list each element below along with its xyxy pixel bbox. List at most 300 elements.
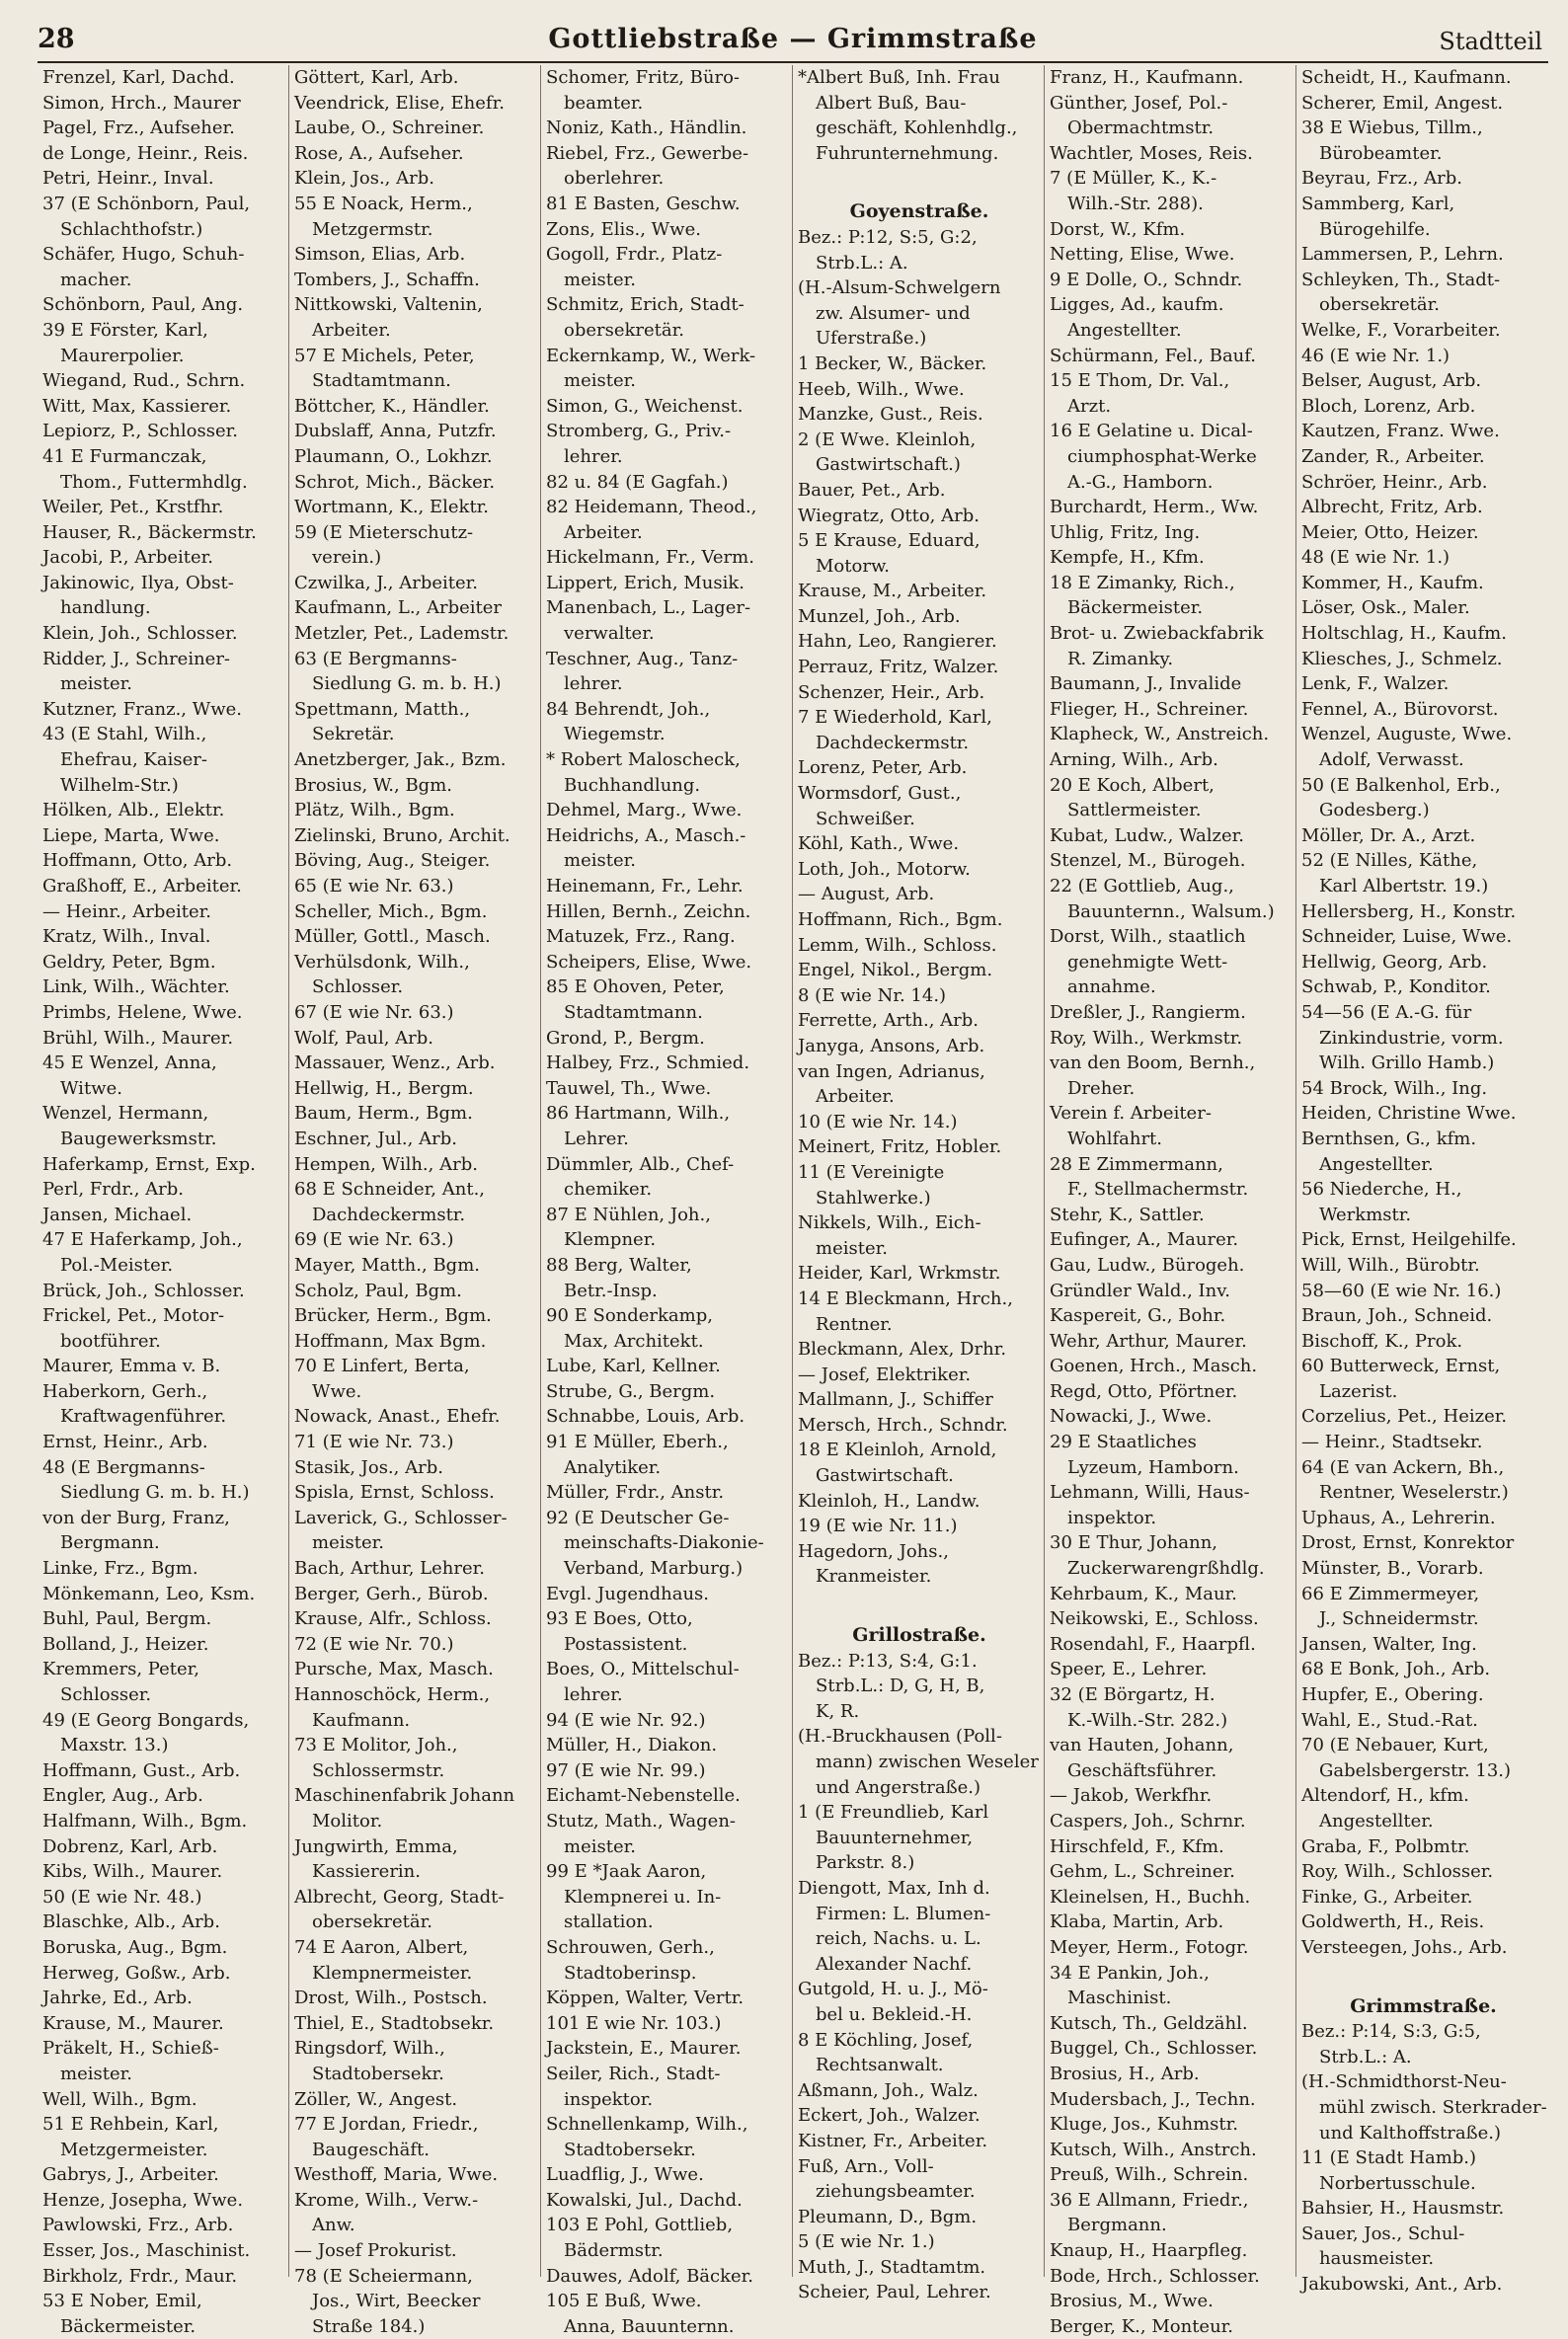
directory-entry: Regd, Otto, Pförtner. (1050, 1380, 1238, 1402)
directory-entry: 49 (E Georg Bongards, (42, 1709, 250, 1731)
directory-entry: 10 (E wie Nr. 14.) (798, 1111, 958, 1132)
directory-entry: Maschinenfabrik Johann (294, 1785, 515, 1807)
entry-continuation: Strb.L.: A. (816, 252, 908, 273)
directory-entry: 70 E Linfert, Berta, (294, 1356, 470, 1377)
directory-entry: Stromberg, G., Priv.- (546, 421, 732, 442)
entry-continuation: Pol.-Meister. (60, 1254, 174, 1276)
column-2 (289, 65, 541, 2337)
entry-continuation: zw. Alsumer- und (816, 302, 971, 324)
directory-entry: Hannoschöck, Herm., (294, 1684, 491, 1705)
directory-entry: Strube, G., Bergm. (546, 1380, 716, 1402)
directory-entry: 50 (E wie Nr. 48.) (42, 1886, 202, 1908)
directory-entry: Brot- u. Zwiebackfabrik (1050, 623, 1264, 645)
entry-continuation: Wilh. Grillo Hamb.) (1319, 1053, 1495, 1074)
directory-entry: Schneider, Luise, Wwe. (1301, 926, 1513, 948)
directory-entry: Nowack, Anast., Ehefr. (294, 1406, 501, 1428)
directory-entry: Nittkowski, Valtenin, (294, 294, 483, 316)
directory-entry: Muth, J., Stadtamtm. (798, 2256, 986, 2278)
directory-entry: Ferrette, Arth., Arb. (798, 1010, 980, 1032)
directory-entry: 9 E Dolle, O., Schndr. (1050, 269, 1243, 290)
directory-entry: Hempen, Wilh., Arb. (294, 1153, 478, 1175)
directory-entry: Eckernkamp, W., Werk- (546, 345, 756, 366)
directory-entry: Hellwig, H., Bergm. (294, 1077, 474, 1099)
directory-entry: 38 E Wiebus, Tillm., (1301, 117, 1483, 139)
entry-continuation: Witwe. (60, 1077, 122, 1099)
directory-entry: 60 Butterweck, Ernst, (1301, 1356, 1501, 1377)
directory-entry: 29 E Staatliches (1050, 1432, 1197, 1453)
directory-entry: Eufinger, A., Maurer. (1050, 1229, 1239, 1251)
directory-entry: 19 (E wie Nr. 11.) (798, 1516, 958, 1537)
entry-continuation: reich, Nachs. u. L. (816, 1928, 981, 1950)
spacer (1301, 1961, 1545, 1983)
directory-entry: Bernthsen, G., kfm. (1301, 1128, 1477, 1149)
directory-entry: Pawlowski, Frz., Arb. (42, 2215, 234, 2236)
directory-entry: Dorst, W., Kfm. (1050, 218, 1186, 240)
directory-entry: Hillen, Bernh., Zeichn. (546, 900, 751, 922)
directory-entry: Boruska, Aug., Bgm. (42, 1936, 228, 1958)
directory-entry: Veendrick, Elise, Ehefr. (294, 92, 505, 114)
entry-continuation: verwalter. (564, 623, 655, 645)
directory-entry: Kremmers, Peter, (42, 1659, 199, 1680)
directory-entry: Uphaus, A., Lehrerin. (1301, 1507, 1496, 1528)
directory-entry: Möller, Dr. A., Arzt. (1301, 824, 1476, 846)
directory-entry: Rosendahl, F., Haarpfl. (1050, 1633, 1256, 1655)
entry-continuation: Kranmeister. (816, 1566, 932, 1588)
entry-continuation: lehrer. (564, 673, 623, 695)
directory-entry: Haferkamp, Ernst, Exp. (42, 1153, 256, 1175)
entry-continuation: hausmeister. (1319, 2248, 1435, 2270)
directory-entry: Scheidt, H., Kaufmann. (1301, 67, 1512, 88)
directory-entry: Boes, O., Mittelschul- (546, 1659, 740, 1680)
entry-continuation: annahme. (1067, 976, 1156, 998)
directory-entry: Fuß, Arn., Voll- (798, 2155, 934, 2177)
entry-continuation: K.-Wilh.-Str. 282.) (1067, 1709, 1228, 1731)
entry-continuation: Thom., Futtermhdlg. (60, 471, 248, 493)
directory-entry: Münster, B., Vorarb. (1301, 1558, 1484, 1580)
directory-entry: Gehm, L., Schreiner. (1050, 1861, 1235, 1883)
entry-continuation: Gastwirtschaft. (816, 1465, 954, 1487)
street-heading: Grimmstraße. (1350, 1994, 1497, 2017)
directory-entry: 69 (E wie Nr. 63.) (294, 1229, 454, 1251)
directory-entry: Dehmel, Marg., Wwe. (546, 800, 743, 821)
directory-entry: 5 (E wie Nr. 1.) (798, 2231, 935, 2253)
directory-entry: Caspers, Joh., Schrnr. (1050, 1810, 1246, 1832)
directory-entry: 46 (E wie Nr. 1.) (1301, 345, 1450, 366)
directory-entry: 56 Niederche, H., (1301, 1179, 1462, 1201)
entry-continuation: Stadtoberinsp. (564, 1962, 697, 1984)
directory-entry: Massauer, Wenz., Arb. (294, 1053, 496, 1074)
directory-entry: Rose, A., Aufseher. (294, 142, 464, 164)
entry-continuation: Karl Albertstr. 19.) (1319, 876, 1489, 897)
entry-continuation: Molitor. (312, 1810, 383, 1832)
directory-entry: 66 E Zimmermeyer, (1301, 1583, 1480, 1604)
directory-entry: Laube, O., Schreiner. (294, 117, 485, 139)
directory-entry: Brosius, W., Bgm. (294, 774, 452, 796)
directory-entry: Janyga, Ansons, Arb. (798, 1035, 985, 1056)
directory-entry: 54 Brock, Wilh., Ing. (1301, 1077, 1488, 1099)
directory-entry: 8 (E wie Nr. 14.) (798, 984, 947, 1006)
entry-continuation: genehmigte Wett- (1067, 951, 1228, 973)
directory-entry: Heidrichs, A., Masch.- (546, 824, 746, 846)
entry-continuation: meister. (564, 1835, 636, 1857)
directory-entry: Plätz, Wilh., Bgm. (294, 800, 455, 821)
directory-entry: 18 E Kleinloh, Arnold, (798, 1440, 997, 1461)
directory-entry: Jakubowski, Ant., Arb. (1301, 2274, 1503, 2296)
directory-entry: Altendorf, H., kfm. (1301, 1785, 1469, 1807)
directory-entry: Klaba, Martin, Arb. (1050, 1911, 1224, 1933)
directory-entry: van Hauten, Johann, (1050, 1735, 1234, 1756)
directory-entry: Graßhoff, E., Arbeiter. (42, 876, 242, 897)
directory-entry: Kutzner, Franz., Wwe. (42, 698, 243, 720)
directory-entry: Munzel, Joh., Arb. (798, 605, 961, 627)
directory-entry: Braun, Joh., Schneid. (1301, 1305, 1493, 1327)
directory-entry: Buhl, Paul, Bergm. (42, 1608, 212, 1630)
directory-entry: Mersch, Hrch., Schndr. (798, 1414, 1008, 1436)
entry-continuation: Strb.L.: A. (1319, 2046, 1412, 2067)
directory-entry: Bahsier, H., Hausmstr. (1301, 2198, 1505, 2220)
directory-entry: Graba, F., Polbmtr. (1301, 1835, 1470, 1857)
directory-entry: Gabrys, J., Arbeiter. (42, 2164, 219, 2186)
entry-continuation: Norbertusschule. (1319, 2172, 1476, 2194)
directory-entry: Eschner, Jul., Arb. (294, 1128, 457, 1149)
directory-entry: 103 E Pohl, Gottlieb, (546, 2215, 734, 2236)
directory-entry: Schmitz, Erich, Stadt- (546, 294, 745, 316)
directory-entry: Günther, Josef, Pol.- (1050, 92, 1228, 114)
directory-entry: Henze, Josepha, Wwe. (42, 2189, 244, 2211)
directory-entry: Hoffmann, Gust., Arb. (42, 1759, 241, 1781)
directory-entry: Anetzberger, Jak., Bzm. (294, 749, 507, 771)
directory-entry: Präkelt, H., Schieß- (42, 2038, 219, 2060)
directory-entry: Hupfer, E., Obering. (1301, 1684, 1484, 1705)
entry-continuation: ziehungsbeamter. (816, 2181, 976, 2203)
directory-entry: Tombers, J., Schaffn. (294, 269, 480, 290)
entry-continuation: Metzgermstr. (312, 218, 433, 240)
directory-entry: 11 (E Vereinigte (798, 1161, 945, 1183)
entry-continuation: meister. (816, 1237, 888, 1259)
entry-continuation: Dreher. (1067, 1077, 1136, 1099)
entry-continuation: Straße 184.) (312, 2315, 426, 2337)
directory-entry: 97 (E wie Nr. 99.) (546, 1759, 706, 1781)
directory-entry: Pursche, Max, Masch. (294, 1659, 494, 1680)
directory-entry: Baum, Herm., Bgm. (294, 1103, 473, 1125)
entry-continuation: meister. (564, 850, 636, 872)
directory-entry: Schomer, Fritz, Büro- (546, 67, 740, 88)
directory-entry: Engler, Aug., Arb. (42, 1785, 203, 1807)
directory-entry: Jacobi, P., Arbeiter. (42, 547, 213, 569)
entry-continuation: mühl zwisch. Sterkrader- (1319, 2096, 1547, 2118)
entry-continuation: inspektor. (1067, 1507, 1157, 1528)
entry-continuation: lehrer. (564, 445, 623, 467)
directory-entry: Wolf, Paul, Arb. (294, 1027, 434, 1049)
entry-continuation: Fuhrunternehmung. (816, 142, 999, 164)
directory-entry: Kratz, Wilh., Inval. (42, 926, 211, 948)
directory-entry: Pick, Ernst, Heilgehilfe. (1301, 1229, 1517, 1251)
directory-entry: 50 (E Balkenhol, Erb., (1301, 774, 1501, 796)
directory-entry: Zöller, W., Angest. (294, 2088, 458, 2110)
entry-continuation: Werkmstr. (1319, 1204, 1412, 1225)
entry-continuation: Angestellter. (1319, 1810, 1434, 1832)
directory-entry: Müller, H., Diakon. (546, 1735, 718, 1756)
entry-continuation: Schlossermstr. (312, 1759, 445, 1781)
spacer (798, 1590, 1041, 1611)
entry-continuation: Albert Buß, Bau- (816, 92, 967, 114)
directory-entry: 53 E Nober, Emil, (42, 2291, 202, 2312)
directory-entry: Hoffmann, Rich., Bgm. (798, 909, 1003, 930)
entry-continuation: Schlosser. (312, 976, 404, 998)
directory-entry: Dobrenz, Karl, Arb. (42, 1835, 218, 1857)
directory-entry: 58—60 (E wie Nr. 16.) (1301, 1280, 1502, 1301)
directory-entry: Engel, Nikol., Bergm. (798, 960, 993, 981)
directory-entry: Kutsch, Th., Geldzähl. (1050, 2012, 1248, 2034)
entry-continuation: chemiker. (564, 1179, 653, 1201)
entry-continuation: geschäft, Kohlenhdlg., (816, 117, 1018, 139)
directory-entry: Lippert, Erich, Musik. (546, 572, 745, 593)
spacer (798, 166, 1041, 188)
directory-entry: Ligges, Ad., kaufm. (1050, 294, 1224, 316)
entry-continuation: Arbeiter. (816, 1086, 895, 1108)
column-6 (1296, 65, 1548, 2296)
directory-entry: 59 (E Mieterschutz- (294, 521, 474, 543)
directory-entry: Müller, Frdr., Anstr. (546, 1482, 725, 1504)
directory-entry: Nikkels, Wilh., Eich- (798, 1212, 981, 1234)
directory-entry: Lenk, F., Walzer. (1301, 673, 1450, 695)
directory-entry: — Heinr., Stadtsekr. (1301, 1432, 1483, 1453)
directory-entry: 20 E Koch, Albert, (1050, 774, 1215, 796)
directory-entry: Schröer, Heinr., Arb. (1301, 471, 1488, 493)
directory-entry: (H.-Alsum-Schwelgern (798, 277, 1001, 299)
directory-entry: Bach, Arthur, Lehrer. (294, 1558, 485, 1580)
directory-entry: Klein, Jos., Arb. (294, 168, 434, 190)
entry-continuation: Arzt. (1067, 395, 1112, 417)
directory-entry: Dümmler, Alb., Chef- (546, 1153, 735, 1175)
directory-entry: Jahrke, Ed., Arb. (42, 1988, 193, 2009)
directory-entry: Lammersen, P., Lehrn. (1301, 244, 1504, 266)
entry-continuation: Bäckermeister. (60, 2315, 196, 2337)
directory-entry: Neikowski, E., Schloss. (1050, 1608, 1259, 1630)
directory-entry: Jungwirth, Emma, (294, 1835, 458, 1857)
entry-continuation: Wilh.-Str. 288). (1067, 193, 1204, 214)
directory-entry: Witt, Max, Kassierer. (42, 395, 232, 417)
entry-continuation: Klempnermeister. (312, 1962, 473, 1984)
directory-entry: Netting, Elise, Wwe. (1050, 244, 1235, 266)
entry-continuation: Lyzeum, Hamborn. (1067, 1456, 1239, 1478)
entry-continuation: Wwe. (312, 1380, 362, 1402)
entry-continuation: Adolf, Verwasst. (1319, 749, 1464, 771)
directory-entry: Kubat, Ludw., Walzer. (1050, 824, 1244, 846)
directory-entry: Kluge, Jos., Kuhmstr. (1050, 2114, 1238, 2136)
entry-continuation: Max, Architekt. (564, 1330, 704, 1352)
directory-entry: 68 E Bonk, Joh., Arb. (1301, 1659, 1491, 1680)
directory-columns (38, 65, 1548, 2337)
directory-entry: Scherer, Emil, Angest. (1301, 92, 1504, 114)
directory-entry: Spisla, Ernst, Schloss. (294, 1482, 495, 1504)
directory-entry: Schleyken, Th., Stadt- (1301, 269, 1501, 290)
directory-entry: 74 E Aaron, Albert, (294, 1936, 469, 1958)
directory-entry: 93 E Boes, Otto, (546, 1608, 693, 1630)
entry-continuation: Siedlung G. m. b. H.) (60, 1482, 250, 1504)
entry-continuation: Wohlfahrt. (1067, 1128, 1163, 1149)
directory-entry: Löser, Osk., Maler. (1301, 597, 1470, 619)
entry-continuation: Klempnerei u. In- (564, 1886, 722, 1908)
directory-entry: Hellersberg, H., Konstr. (1301, 900, 1517, 922)
entry-continuation: Bürobeamter. (1319, 142, 1443, 164)
directory-entry: Meier, Otto, Heizer. (1301, 521, 1479, 543)
entry-continuation: Maxstr. 13.) (60, 1735, 169, 1756)
directory-entry: Wenzel, Hermann, (42, 1103, 209, 1125)
entry-continuation: F., Stellmachermstr. (1067, 1179, 1249, 1201)
entry-continuation: Bürogehilfe. (1319, 218, 1431, 240)
directory-entry: Lube, Karl, Kellner. (546, 1356, 721, 1377)
directory-entry: 84 Behrendt, Joh., (546, 698, 711, 720)
directory-entry: Bode, Hrch., Schlosser. (1050, 2265, 1260, 2287)
directory-entry: — Heinr., Arbeiter. (42, 900, 211, 922)
directory-entry: 68 E Schneider, Ant., (294, 1179, 486, 1201)
directory-entry: Primbs, Helene, Wwe. (42, 1001, 243, 1023)
directory-entry: Well, Wilh., Bgm. (42, 2088, 197, 2110)
directory-entry: de Longe, Heinr., Reis. (42, 142, 249, 164)
directory-entry: 7 E Wiederhold, Karl, (798, 707, 992, 729)
directory-entry: Scheller, Mich., Bgm. (294, 900, 488, 922)
directory-entry: Jansen, Michael. (42, 1204, 193, 1225)
directory-entry: (H.-Bruckhausen (Poll- (798, 1726, 1002, 1748)
directory-entry: — August, Arb. (798, 884, 935, 905)
column-4 (793, 65, 1045, 2303)
directory-entry: Buggel, Ch., Schlosser. (1050, 2038, 1258, 2060)
directory-entry: Kaspereit, G., Bohr. (1050, 1305, 1226, 1327)
directory-entry: 48 (E wie Nr. 1.) (1301, 547, 1450, 569)
directory-entry: Pagel, Frz., Aufseher. (42, 117, 235, 139)
directory-entry: Bez.: P:14, S:3, G:5, (1301, 2021, 1481, 2043)
directory-entry: 72 (E wie Nr. 70.) (294, 1633, 454, 1655)
directory-entry: Evgl. Jugendhaus. (546, 1583, 710, 1604)
entry-continuation: bootführer. (60, 1330, 161, 1352)
directory-entry: Gründler Wald., Inv. (1050, 1280, 1230, 1301)
directory-entry: 1 Becker, W., Bäcker. (798, 352, 987, 374)
directory-entry: Lorenz, Peter, Arb. (798, 757, 968, 779)
directory-entry: Stutz, Math., Wagen- (546, 1810, 736, 1832)
directory-entry: 73 E Molitor, Joh., (294, 1735, 458, 1756)
directory-entry: 34 E Pankin, Joh., (1050, 1962, 1210, 1984)
directory-entry: Westhoff, Maria, Wwe. (294, 2164, 499, 2186)
directory-entry: Krause, Alfr., Schloss. (294, 1608, 492, 1630)
entry-continuation: Stadtobersekr. (312, 2063, 444, 2084)
directory-entry: Arning, Wilh., Arb. (1050, 749, 1218, 771)
directory-entry: Beyrau, Frz., Arb. (1301, 168, 1463, 190)
page-title: Gottliebstraße — Grimmstraße (548, 24, 1038, 54)
directory-entry: Brosius, M., Wwe. (1050, 2291, 1214, 2312)
directory-entry: Verhülsdonk, Wilh., (294, 951, 470, 973)
directory-entry: 48 (E Bergmanns- (42, 1456, 205, 1478)
directory-entry: Pleumann, D., Bgm. (798, 2206, 978, 2227)
entry-continuation: macher. (60, 269, 132, 290)
directory-entry: 57 E Michels, Peter, (294, 345, 475, 366)
directory-entry: Laverick, G., Schlosser- (294, 1507, 508, 1528)
directory-entry: Jansen, Walter, Ing. (1301, 1633, 1477, 1655)
directory-entry: 51 E Rehbein, Karl, (42, 2114, 219, 2136)
street-heading: Grillostraße. (852, 1624, 986, 1647)
directory-entry: 54—56 (E A.-G. für (1301, 1001, 1472, 1023)
directory-entry: Drost, Wilh., Postsch. (294, 1988, 488, 2009)
directory-entry: Perl, Frdr., Arb. (42, 1179, 185, 1201)
directory-entry: Mayer, Matth., Bgm. (294, 1254, 480, 1276)
entry-continuation: Zuckerwarengrßhdlg. (1067, 1558, 1265, 1580)
directory-entry: — Josef Prokurist. (294, 2240, 457, 2262)
directory-entry: Kutsch, Wilh., Anstrch. (1050, 2139, 1257, 2160)
directory-entry: Kehrbaum, K., Maur. (1050, 1583, 1237, 1604)
directory-entry: Metzler, Pet., Lademstr. (294, 623, 510, 645)
directory-entry: Aßmann, Joh., Walz. (798, 2079, 979, 2101)
directory-entry: Brück, Joh., Schlosser. (42, 1280, 245, 1301)
directory-entry: — Jakob, Werkfhr. (1050, 1785, 1213, 1807)
page-number: 28 (38, 24, 75, 54)
directory-entry: (H.-Schmidthorst-Neu- (1301, 2071, 1507, 2093)
entry-continuation: Postassistent. (564, 1633, 688, 1655)
directory-entry: Spettmann, Matth., (294, 698, 471, 720)
directory-entry: Schönborn, Paul, Ang. (42, 294, 244, 316)
entry-continuation: Dachdeckermstr. (816, 732, 970, 753)
entry-continuation: Schlachthofstr.) (60, 218, 203, 240)
entry-continuation: Baugewerksmstr. (60, 1128, 217, 1149)
directory-entry: Will, Wilh., Bürobtr. (1301, 1254, 1480, 1276)
directory-entry: Bloch, Lorenz, Arb. (1301, 395, 1476, 417)
entry-continuation: Metzgermeister. (60, 2139, 208, 2160)
directory-entry: Berger, K., Monteur. (1050, 2315, 1234, 2337)
entry-continuation: Bergmann. (1067, 2215, 1167, 2236)
directory-entry: Versteegen, Johs., Arb. (1301, 1936, 1508, 1958)
directory-entry: Eckert, Joh., Walzer. (798, 2105, 980, 2127)
directory-entry: 94 (E wie Nr. 92.) (546, 1709, 706, 1731)
directory-entry: Roy, Wilh., Schlosser. (1301, 1861, 1494, 1883)
directory-entry: 91 E Müller, Eberh., (546, 1432, 729, 1453)
directory-entry: Wortmann, K., Elektr. (294, 497, 490, 518)
entry-continuation: lehrer. (564, 1684, 623, 1705)
directory-entry: Kaufmann, L., Arbeiter (294, 597, 503, 619)
directory-entry: 32 (E Börgartz, H. (1050, 1684, 1215, 1705)
directory-entry: Thiel, E., Stadtobsekr. (294, 2012, 495, 2034)
entry-continuation: Dachdeckermstr. (312, 1204, 466, 1225)
directory-entry: Jakinowic, Ilya, Obst- (42, 572, 234, 593)
entry-continuation: Wilhelm-Str.) (60, 774, 179, 796)
directory-entry: Schenzer, Heir., Arb. (798, 681, 985, 703)
directory-entry: 55 E Noack, Herm., (294, 193, 473, 214)
directory-entry: Tauwel, Th., Wwe. (546, 1077, 712, 1099)
directory-entry: Hauser, R., Bäckermstr. (42, 521, 257, 543)
directory-entry: Dauwes, Adolf, Bäcker. (546, 2265, 754, 2287)
directory-entry: 63 (E Bergmanns- (294, 648, 457, 669)
directory-entry: Zander, R., Arbeiter. (1301, 445, 1485, 467)
directory-entry: * Robert Maloscheck, (546, 749, 741, 771)
directory-entry: Albrecht, Georg, Stadt- (294, 1886, 505, 1908)
directory-entry: Kautzen, Franz. Wwe. (1301, 421, 1500, 442)
directory-entry: Fennel, A., Bürovorst. (1301, 698, 1499, 720)
entry-continuation: Stadtamtmann. (564, 1001, 703, 1023)
entry-continuation: meister. (60, 673, 132, 695)
directory-entry: Dubslaff, Anna, Putzfr. (294, 421, 497, 442)
directory-entry: Weiler, Pet., Krstfhr. (42, 497, 224, 518)
directory-entry: Noniz, Kath., Händlin. (546, 117, 747, 139)
directory-entry: Lepiorz, P., Schlosser. (42, 421, 238, 442)
directory-entry: Uhlig, Fritz, Ing. (1050, 521, 1201, 543)
entry-continuation: Kassiererin. (312, 1861, 421, 1883)
directory-entry: Seiler, Rich., Stadt- (546, 2063, 721, 2084)
directory-entry: Brücker, Herm., Bgm. (294, 1305, 492, 1327)
directory-entry: Kliesches, J., Schmelz. (1301, 648, 1503, 669)
directory-entry: Manzke, Gust., Reis. (798, 404, 983, 426)
entry-continuation: Jos., Wirt, Beecker (312, 2291, 481, 2312)
entry-continuation: Buchhandlung. (564, 774, 701, 796)
directory-entry: Drost, Ernst, Konrektor (1301, 1532, 1515, 1554)
directory-entry: Kempfe, H., Kfm. (1050, 547, 1205, 569)
